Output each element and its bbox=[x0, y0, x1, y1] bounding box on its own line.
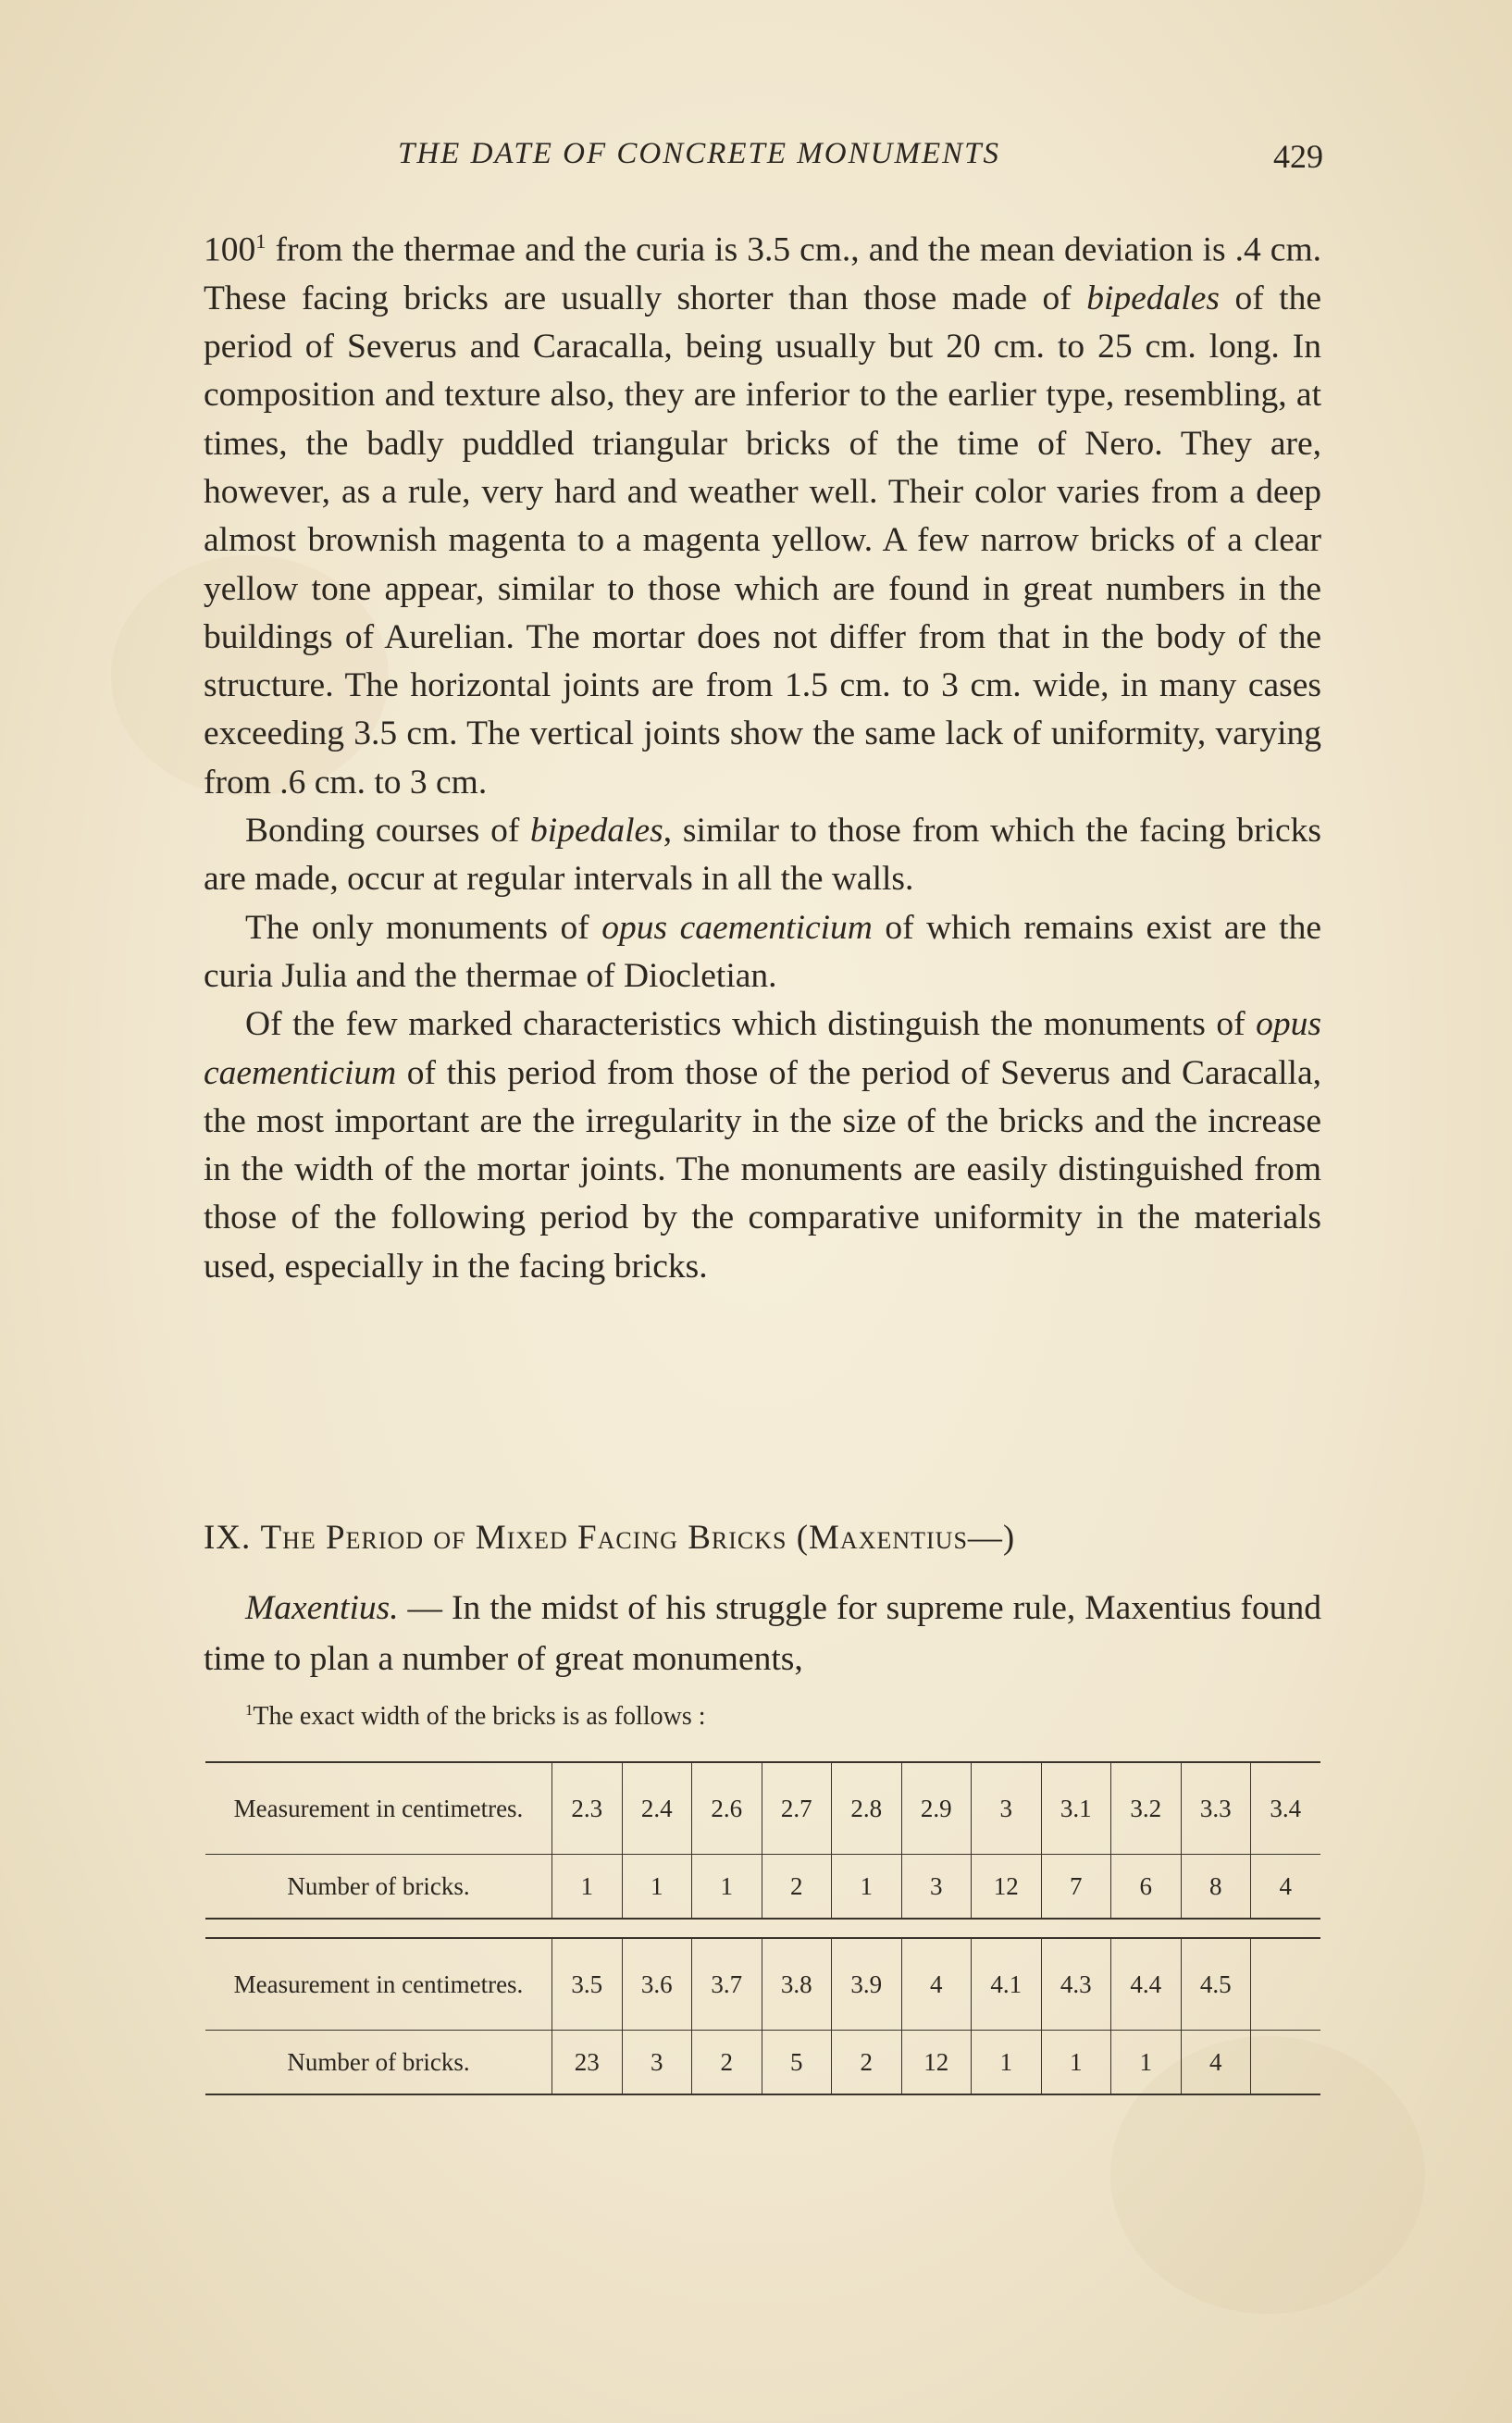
count-cell bbox=[1251, 2031, 1320, 2095]
running-head: THE DATE OF CONCRETE MONUMENTS bbox=[398, 137, 1000, 170]
measurement-cell: 2.6 bbox=[692, 1762, 762, 1855]
measurement-cell: 4.1 bbox=[972, 1938, 1042, 2031]
measurement-cell: 3.3 bbox=[1181, 1762, 1251, 1855]
measurement-cell: 3.4 bbox=[1251, 1762, 1320, 1855]
count-cell: 1 bbox=[552, 1855, 623, 1920]
row-label: Number of bricks. bbox=[287, 1871, 470, 1900]
count-cell: 12 bbox=[901, 2031, 972, 2095]
row-label: Number of bricks. bbox=[287, 2047, 470, 2076]
count-cell: 3 bbox=[622, 2031, 692, 2095]
measurement-row bbox=[205, 1938, 1320, 2031]
footnote-ref: 1 bbox=[255, 230, 266, 253]
measurement-cell bbox=[1251, 1938, 1320, 2031]
section-title: The Period of Mixed Facing Bricks (Maxentius—) bbox=[260, 1519, 1016, 1557]
paragraph-text: Bonding courses of bbox=[245, 812, 531, 851]
measurement-cell: 3.5 bbox=[552, 1938, 623, 2031]
paragraph-text: of this period from those of the period of Severus and Caracalla, the most important are the irregularity in the size of the bricks and the increase in the width of the mortar joints. The monuments are easily distinguished from those of the following period by the comparative uniformity in the materials used, especially in the facing bricks. bbox=[204, 1053, 1321, 1286]
count-cell: 12 bbox=[972, 1855, 1042, 1920]
paragraph bbox=[204, 904, 1321, 1001]
count-row bbox=[205, 2031, 1320, 2095]
count-cell: 6 bbox=[1111, 1855, 1182, 1920]
row-label: Measurement in centimetres. bbox=[205, 1938, 552, 2031]
count-cell: 23 bbox=[552, 2031, 623, 2095]
paragraph-text: Of the few marked characteristics which distinguish the monuments of bbox=[245, 1005, 1257, 1044]
section-heading bbox=[204, 1518, 1332, 1558]
paragraph-text: from the thermae and the curia is 3.5 cm., and the mean deviation is .4 cm. These facing bricks are usually shorter than those made of bbox=[204, 230, 1321, 317]
measurement-cell: 2.7 bbox=[762, 1762, 832, 1855]
count-cell: 1 bbox=[972, 2031, 1042, 2095]
count-cell: 3 bbox=[901, 1855, 972, 1920]
measurement-cell: 3.7 bbox=[692, 1938, 762, 2031]
subhead: Maxentius. bbox=[245, 1589, 399, 1627]
paragraph bbox=[204, 807, 1321, 904]
section-body bbox=[204, 1583, 1321, 1684]
measurement-cell: 4.4 bbox=[1111, 1938, 1182, 2031]
italic-term: bipedales bbox=[1086, 279, 1220, 317]
count-cell: 8 bbox=[1181, 1855, 1251, 1920]
italic-term: opus caementicium bbox=[601, 908, 873, 947]
paragraph bbox=[204, 1000, 1321, 1291]
measurement-cell: 2.9 bbox=[901, 1762, 972, 1855]
paragraph-text: , similar to those from which the facing bricks are made, occur at regular intervals in all the walls. bbox=[204, 812, 1322, 899]
paragraph-text: of the period of Severus and Caracalla, being usually but 20 cm. to 25 cm. long. In composition and texture also, they are inferior to the earlier type, resembling, at times, the badly puddled triangular bricks of the time of Nero. They are, however, as a rule, very hard and weather well. Their color varies from a deep almost brownish magenta to a magenta yellow. A few narrow bricks of a clear yellow tone appear, similar to those which are found in great numbers in the buildings of Aurelian. The mortar does not differ from that in the body of the structure. The horizontal joints are from 1.5 cm. to 3 cm. wide, in many cases exceeding 3.5 cm. The vertical joints show the same lack of uniformity, varying from .6 cm. to 3 cm. bbox=[204, 279, 1321, 801]
count-cell: 1 bbox=[1041, 2031, 1111, 2095]
footnote-text: The exact width of the bricks is as follows : bbox=[253, 1702, 706, 1732]
count-cell: 4 bbox=[1251, 1855, 1320, 1920]
measurement-cell: 3 bbox=[972, 1762, 1042, 1855]
measurement-cell: 3.8 bbox=[762, 1938, 832, 2031]
paragraph-lead: 100 bbox=[204, 230, 256, 269]
body-text bbox=[204, 217, 1321, 1291]
page-number: 429 bbox=[1273, 138, 1323, 175]
count-cell: 1 bbox=[832, 1855, 902, 1920]
count-cell: 7 bbox=[1041, 1855, 1111, 1920]
count-cell: 4 bbox=[1181, 2031, 1251, 2095]
measurement-cell: 4.3 bbox=[1041, 1938, 1111, 2031]
paragraph bbox=[204, 1583, 1321, 1684]
footnote bbox=[245, 1701, 706, 1732]
measurement-cell: 3.2 bbox=[1111, 1762, 1182, 1855]
footnote-mark: 1 bbox=[245, 1701, 254, 1719]
count-cell: 2 bbox=[692, 2031, 762, 2095]
page-header bbox=[204, 137, 1323, 183]
measurement-cell: 2.3 bbox=[552, 1762, 623, 1855]
count-cell: 2 bbox=[832, 2031, 902, 2095]
brick-width-table bbox=[205, 1761, 1320, 1920]
measurement-cell: 2.4 bbox=[622, 1762, 692, 1855]
count-cell: 5 bbox=[762, 2031, 832, 2095]
count-cell: 2 bbox=[762, 1855, 832, 1920]
measurement-cell: 4 bbox=[901, 1938, 972, 2031]
italic-term: opus caementicium bbox=[204, 1005, 1321, 1092]
count-row bbox=[205, 1855, 1320, 1920]
paragraph-text: of which remains exist are the curia Julia and the thermae of Diocletian. bbox=[204, 908, 1321, 995]
count-cell: 1 bbox=[1111, 2031, 1182, 2095]
count-cell: 1 bbox=[622, 1855, 692, 1920]
row-label: Measurement in centimetres. bbox=[205, 1762, 552, 1855]
measurement-cell: 3.9 bbox=[832, 1938, 902, 2031]
paragraph-text: The only monuments of bbox=[245, 908, 602, 947]
measurement-cell: 3.6 bbox=[622, 1938, 692, 2031]
brick-width-table bbox=[205, 1937, 1320, 2095]
section-number: IX. bbox=[204, 1519, 252, 1557]
count-cell: 1 bbox=[692, 1855, 762, 1920]
paragraph bbox=[204, 217, 1321, 807]
measurement-cell: 2.8 bbox=[832, 1762, 902, 1855]
measurement-cell: 4.5 bbox=[1181, 1938, 1251, 2031]
measurement-row bbox=[205, 1762, 1320, 1855]
paragraph-text: — In the midst of his struggle for supreme rule, Maxentius found time to plan a number of great monuments, bbox=[204, 1589, 1321, 1678]
italic-term: bipedales bbox=[530, 812, 663, 851]
measurement-cell: 3.1 bbox=[1041, 1762, 1111, 1855]
